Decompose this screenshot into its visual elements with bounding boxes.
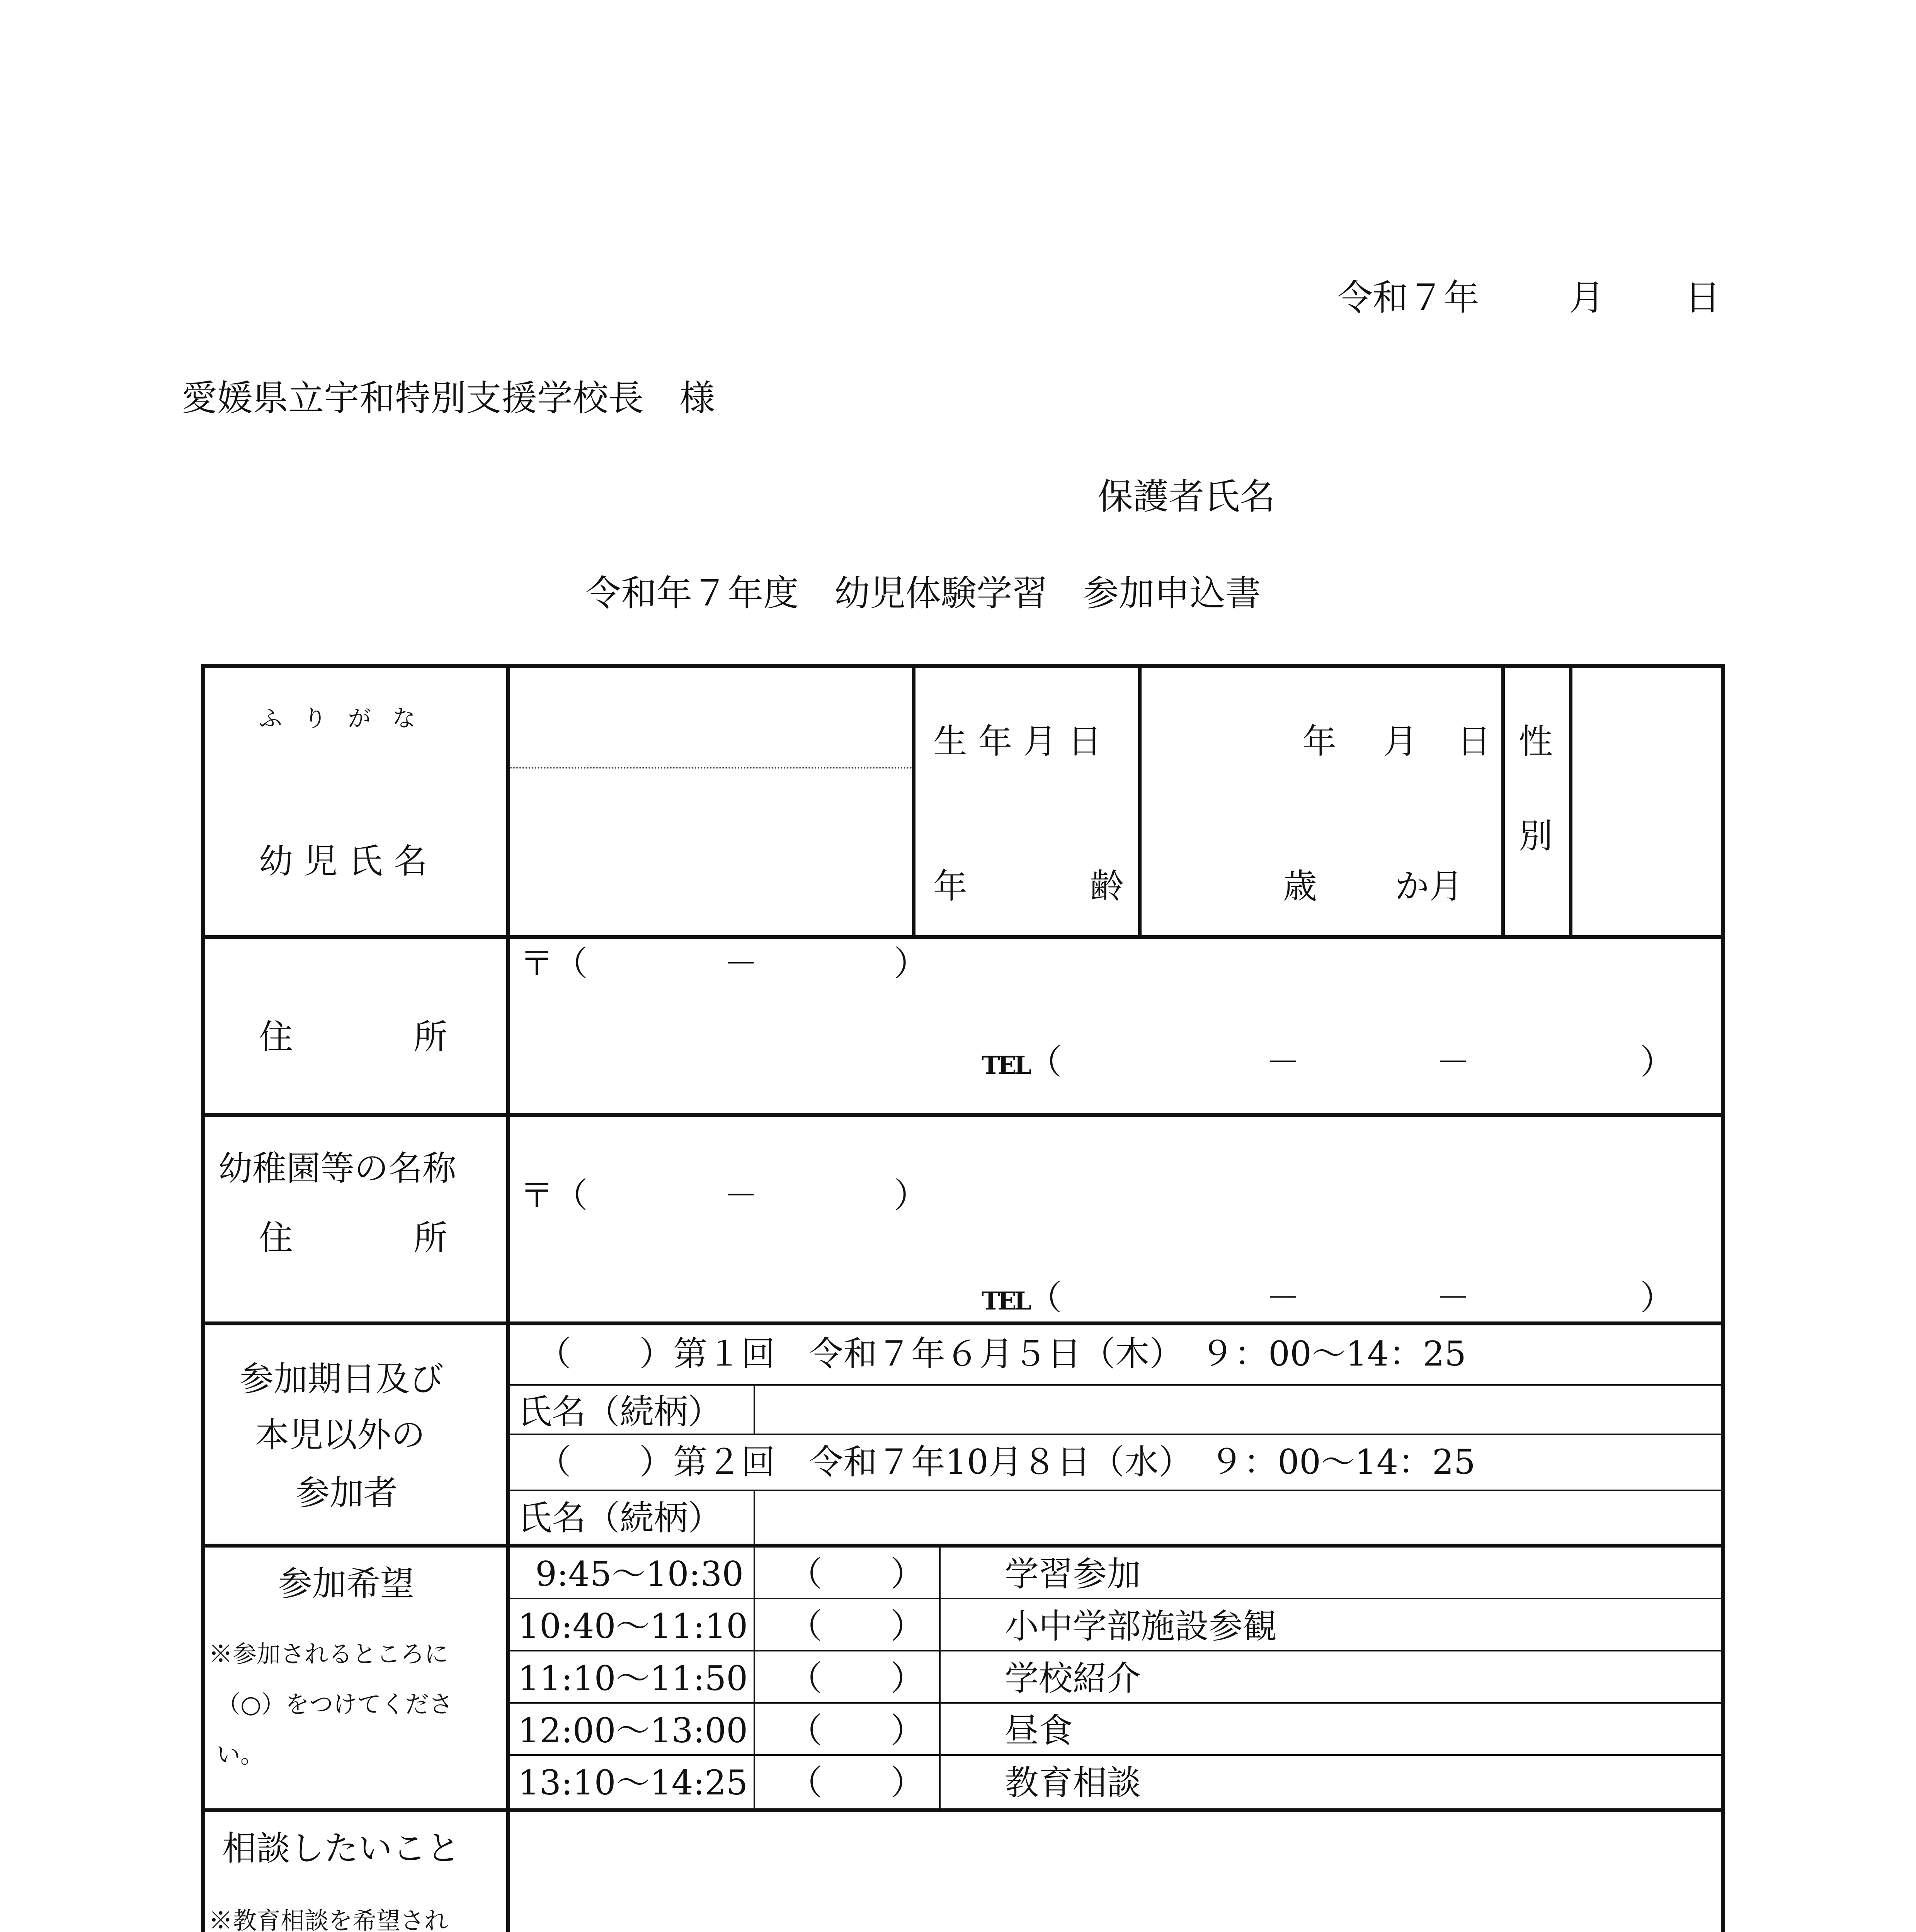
wish-5-activity: 教育相談 (1005, 1763, 1141, 1803)
wish-2-activity: 小中学部施設参観 (1005, 1606, 1277, 1646)
sex-label-1: 性 (1519, 721, 1553, 761)
kindergarten-input[interactable] (512, 1121, 1718, 1175)
child-divider (912, 664, 915, 938)
wishes-note-line-2: （○）をつけてくださ (216, 1690, 453, 1718)
kindergarten-tel-label: TEL (982, 1287, 1029, 1316)
session-divider (510, 1434, 1725, 1435)
birth-date-label: 生 年 月 日 (933, 721, 1102, 761)
furigana-label: ふ り が な (259, 705, 423, 732)
wish-3-time: 11:10～11:50 (518, 1658, 748, 1698)
session-1-name-input[interactable] (757, 1387, 1718, 1432)
birth-day-unit: 日 (1457, 721, 1491, 761)
wish-2-time: 10:40～11:10 (518, 1606, 748, 1646)
wish-row-divider (510, 1754, 1725, 1756)
participation-label-line-1: 参加期日及び (240, 1359, 444, 1399)
birth-year-unit: 年 (1302, 721, 1337, 761)
session-1-name-label: 氏名（続柄） (518, 1392, 722, 1432)
wish-row-divider (510, 1702, 1725, 1704)
wish-1-activity: 学習参加 (1005, 1554, 1141, 1594)
kindergarten-name-label: 幼稚園等の名称 (218, 1148, 457, 1188)
wishes-note-line-3: い。 (216, 1740, 265, 1769)
wish-row-divider (510, 1650, 1725, 1651)
wish-3-activity: 学校紹介 (1005, 1658, 1141, 1698)
session-2-name-label: 氏名（続柄） (518, 1498, 722, 1538)
child-divider (1138, 664, 1142, 938)
session-divider (510, 1384, 1725, 1386)
age-label-1: 年 (933, 866, 968, 906)
kindergarten-address-label-1: 住 (259, 1218, 293, 1258)
wish-4-activity: 昼食 (1005, 1711, 1073, 1750)
page-title: 令和年７年度 幼児体験学習 参加申込書 (585, 573, 1261, 614)
row-divider (201, 1113, 1725, 1117)
session-name-divider (754, 1384, 755, 1434)
session-divider (510, 1490, 1725, 1491)
label-column-divider (506, 664, 510, 1932)
wish-5-mark[interactable]: （ ） (788, 1763, 925, 1803)
sex-input[interactable] (1575, 668, 1718, 931)
wish-col-divider (939, 1546, 941, 1808)
age-label-2: 齢 (1090, 866, 1124, 906)
address-label-1: 住 (259, 1017, 293, 1057)
wish-1-mark[interactable]: （ ） (788, 1554, 925, 1594)
kindergarten-postal: 〒（ － ） (520, 1175, 928, 1215)
kindergarten-tel-value: （ － － ） (1028, 1278, 1674, 1318)
birth-date-input[interactable] (1144, 668, 1499, 792)
address-tel-value: （ － － ） (1028, 1042, 1674, 1082)
age-years-unit: 歳 (1283, 866, 1317, 906)
age-input[interactable] (1144, 819, 1499, 931)
consultation-note-line-1: ※教育相談を希望され (209, 1906, 449, 1932)
wishes-note-line-1: ※参加されるところに (209, 1640, 449, 1668)
child-divider (1569, 664, 1572, 938)
date-month: 月 (1569, 277, 1605, 318)
row-divider (201, 1544, 1725, 1548)
wish-4-time: 12:00～13:00 (518, 1711, 748, 1750)
wish-2-mark[interactable]: （ ） (788, 1606, 925, 1646)
sex-label-2: 別 (1519, 816, 1553, 856)
child-name-label: 幼 児 氏 名 (259, 841, 427, 881)
wish-4-mark[interactable]: （ ） (788, 1711, 925, 1750)
guardian-label: 保護者氏名 (1098, 476, 1276, 517)
consultation-input[interactable] (512, 1814, 1718, 1932)
furigana-dotted-line (510, 767, 912, 769)
wishes-label: 参加希望 (278, 1564, 415, 1604)
row-divider (201, 935, 1725, 939)
session-2-name-input[interactable] (757, 1493, 1718, 1542)
child-divider (1501, 664, 1505, 938)
wish-col-divider (754, 1546, 755, 1808)
participation-label-line-3: 参加者 (296, 1473, 398, 1513)
session-2-text[interactable]: （ ）第２回 令和７年10月８日（水） ９：00～14：25 (537, 1442, 1475, 1482)
date-era: 令和７年 (1337, 277, 1480, 318)
furigana-input[interactable] (512, 668, 910, 765)
address-label-2: 所 (413, 1017, 448, 1057)
wish-5-time: 13:10～14:25 (518, 1763, 748, 1803)
date-day: 日 (1685, 277, 1721, 318)
row-divider (201, 1808, 1725, 1812)
row-divider (201, 1321, 1725, 1325)
recipient: 愛媛県立宇和特別支援学校長 様 (182, 378, 715, 419)
address-input[interactable] (512, 989, 1718, 1036)
address-postal: 〒（ － ） (520, 944, 928, 983)
wish-3-mark[interactable]: （ ） (788, 1658, 925, 1698)
participation-label-line-2: 本児以外の (255, 1415, 425, 1455)
age-months-unit: か月 (1395, 866, 1463, 906)
session-1-text[interactable]: （ ）第１回 令和７年６月５日（木） ９：00～14：25 (537, 1334, 1466, 1374)
wish-row-divider (510, 1598, 1725, 1599)
kindergarten-address-label-2: 所 (413, 1218, 448, 1258)
address-tel-label: TEL (982, 1051, 1029, 1080)
child-name-input[interactable] (512, 771, 910, 933)
wish-1-time: 9:45～10:30 (535, 1554, 744, 1594)
session-name-divider (754, 1490, 755, 1546)
birth-month-unit: 月 (1383, 721, 1418, 761)
consultation-label: 相談したいこと (222, 1828, 461, 1868)
